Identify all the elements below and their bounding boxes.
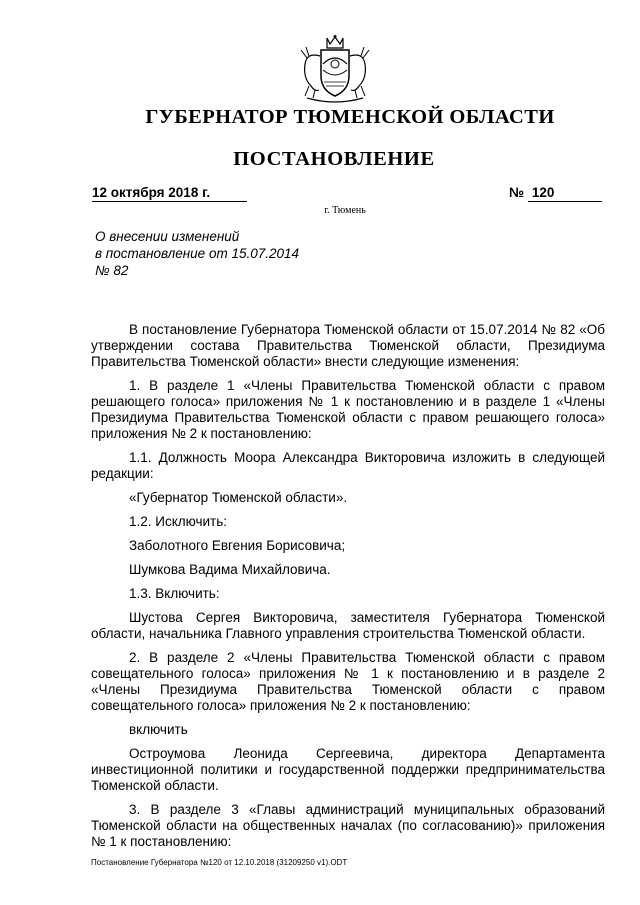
document-date: 12 октября 2018 г. (92, 185, 247, 202)
document-subject (95, 228, 335, 279)
number-value: 120 (528, 185, 602, 202)
paragraph: 1.3. Включить: (129, 586, 220, 601)
document-footer: Постановление Губернатора №120 от 12.10.2018 (31209250 v1).ODT (91, 858, 348, 867)
paragraph: 1.2. Исключить: (129, 514, 228, 529)
document-body (91, 322, 605, 858)
city: г. Тюмень (324, 205, 366, 216)
paragraph: Шумкова Вадима Михайловича. (129, 562, 331, 577)
issuer-title: ГУБЕРНАТОР ТЮМЕНСКОЙ ОБЛАСТИ (145, 106, 555, 128)
subject-line: в постановление от 15.07.2014 (95, 246, 300, 261)
paragraph: 1.1. Должность Моора Александра Викторовича изложить в следующей редакции: (91, 450, 605, 481)
paragraph: Заболотного Евгения Борисовича; (129, 538, 346, 553)
subject-line: О внесении изменений (95, 229, 240, 244)
document-type: ПОСТАНОВЛЕНИЕ (233, 148, 435, 170)
paragraph: Остроумова Леонида Сергеевича, директора Департамента инвестиционной политики и государственной поддержки предпринимательства Тюменской области. (91, 746, 605, 793)
paragraph: В постановление Губернатора Тюменской области от 15.07.2014 № 82 «Об утверждении состава Правительства Тюменской области, Президиума Правительства Тюменской области» внести следующие изменения: (91, 322, 605, 369)
coat-of-arms-emblem (293, 34, 377, 106)
paragraph: 1. В разделе 1 «Члены Правительства Тюменской области с правом решающего голоса» приложения № 1 к постановлению и в разделе 1 «Члены Президиума Правительства Тюменской области с правом решающего голоса» приложения № 2 к постановлению: (91, 378, 605, 441)
paragraph: включить (129, 722, 188, 737)
paragraph: Шустова Сергея Викторовича, заместителя Губернатора Тюменской области, начальника Главного управления строительства Тюменской области. (91, 610, 605, 641)
paragraph: 2. В разделе 2 «Члены Правительства Тюменской области с правом совещательного голоса» приложения № 1 к постановлению и в разделе 2 «Члены Президиума Правительства Тюменской области с правом совещательного голоса» приложения № 2 к постановлению: (91, 650, 605, 713)
paragraph: 3. В разделе 3 «Главы администраций муниципальных образований Тюменской области на общественных началах (по согласованию)» приложения № 1 к постановлению: (91, 802, 605, 849)
subject-line: № 82 (95, 263, 129, 278)
paragraph: «Губернатор Тюменской области». (129, 490, 348, 505)
document-number (509, 185, 605, 202)
number-sign: № (509, 185, 525, 200)
